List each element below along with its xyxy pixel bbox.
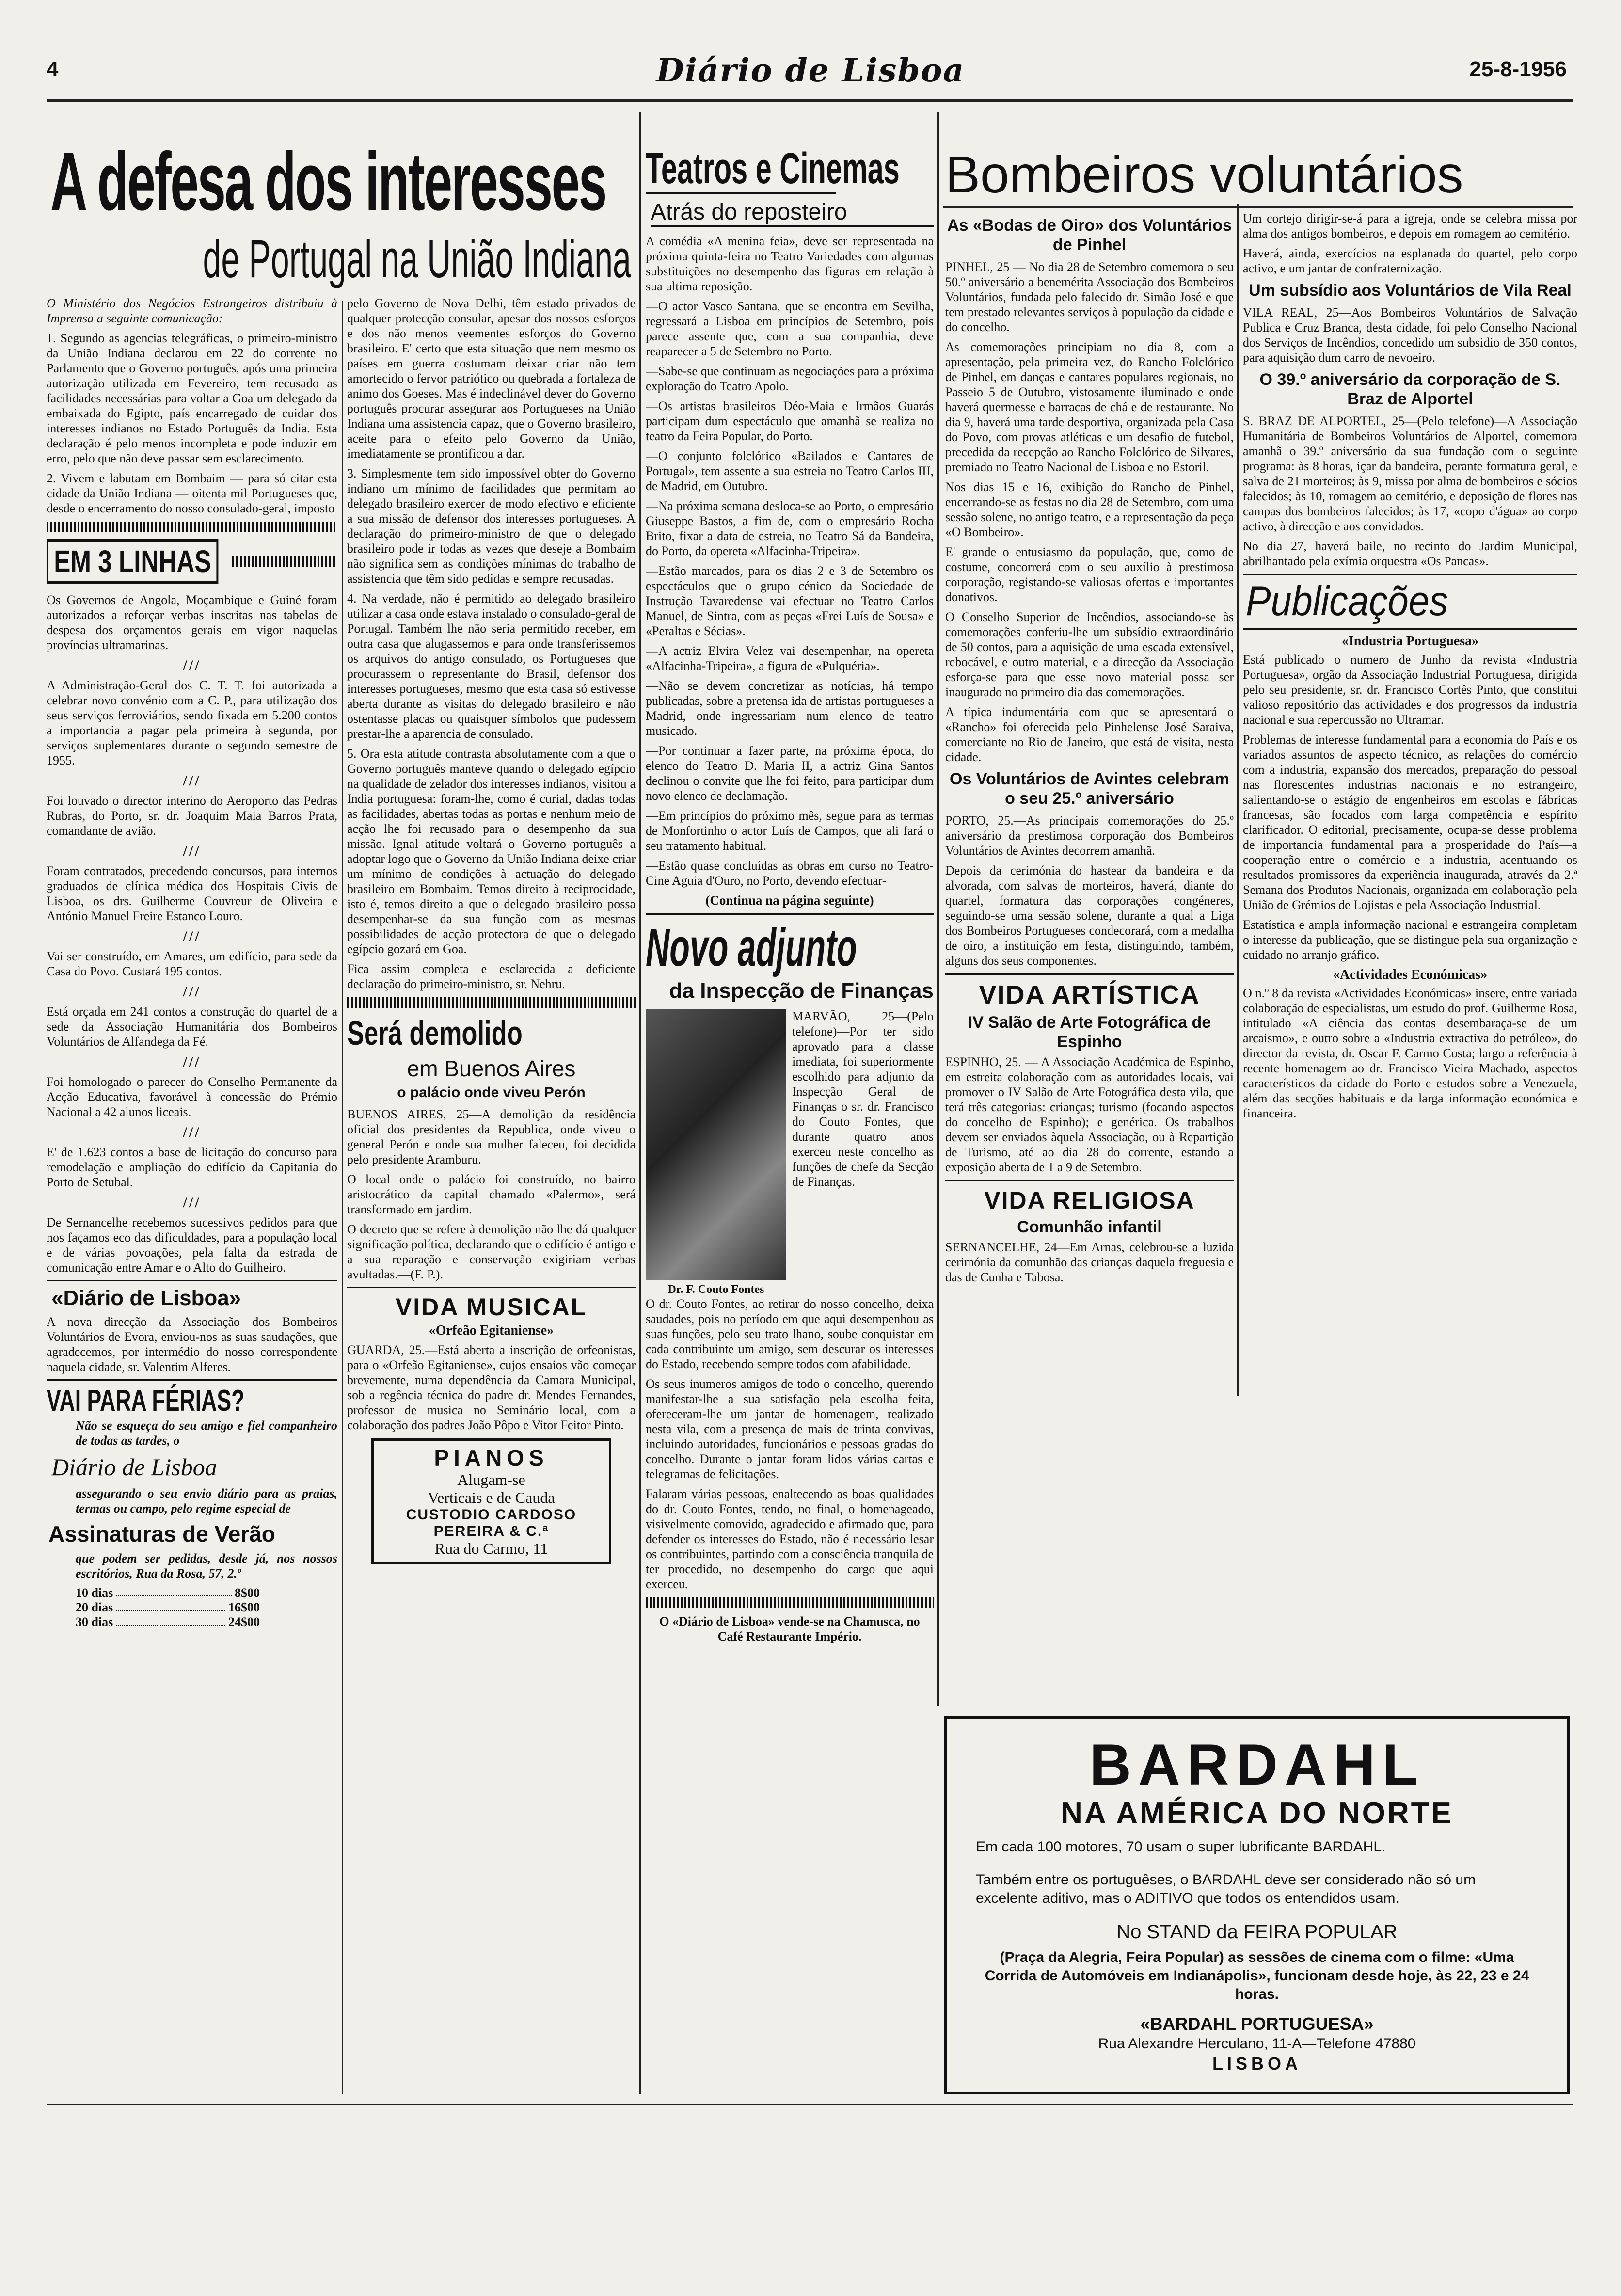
photo-caption: Dr. F. Couto Fontes: [667, 1283, 764, 1296]
column-divider: [937, 112, 939, 1706]
item-separator: ///: [183, 657, 201, 673]
ferias-paper: Diário de Lisboa: [51, 1453, 217, 1481]
article-paragraph: Estatística e ampla informação nacional e estrangeira completam o interesse da publicação, que se distingue pela sua organização e cuidado no arranjo gráfico.: [1243, 918, 1577, 962]
item-separator: ///: [183, 984, 201, 1000]
ad-line: Também entre os portuguêses, o BARDAHL deve ser considerado não só um excelente aditivo, mas o ADITIVO que todos os entendidos usam.: [976, 1872, 1476, 1906]
column-1: [47, 296, 337, 2109]
em3-heading: [47, 539, 337, 584]
avintes-title: Os Voluntários de Avintes celebram o seu 25.º aniversário: [950, 770, 1229, 808]
alportel-title: O 39.º aniversário da corporação de S. Braz de Alportel: [1259, 370, 1561, 408]
pianos-line: PEREIRA & C.ª: [433, 1523, 549, 1539]
em3-item: Os Governos de Angola, Moçambique e Guiné foram autorizados a reforçar verbas inscritas nas tabelas de despesa dos orçamentos gerais em vigor naquelas províncias ultramarinas.: [47, 593, 337, 652]
article-paragraph: —Não se devem concretizar as notícias, há tempo publicadas, sobre a pretensa ida de artistas portugueses a Madrid, onde ingressariam num elenco de teatro musicado.: [646, 679, 934, 738]
article-paragraph: Haverá, ainda, exercícios na esplanada do quartel, pelo corpo activo, e um jantar de confraternização.: [1243, 246, 1577, 275]
adjunto-title: Novo adjunto: [646, 918, 857, 977]
column-5: [1243, 211, 1577, 1704]
main-headline: A defesa dos interesses: [50, 141, 606, 228]
article-paragraph: O decreto que se refere à demolição não lhe dá qualquer significação política, declarando que o edifício é antigo e a sua reparação e conservação exigiriam verbas avultadas.—(F. P.).: [347, 1222, 636, 1281]
column-divider: [342, 301, 343, 2094]
article-paragraph: —O conjunto folclórico «Bailados e Cantares de Portugal», tem assente a sua estreia no Teatro Carlos III, de Madrid, em Outubro.: [646, 449, 934, 493]
article-paragraph: —Sabe-se que continuam as negociações para a próxima exploração do Teatro Apolo.: [646, 364, 934, 393]
item-separator: ///: [183, 1124, 201, 1140]
pianos-line: CUSTODIO CARDOSO: [406, 1507, 577, 1523]
article-paragraph: 3. Simplesmente tem sido impossível obter do Governo indiano um mínimo de facilidades que permitam ao delegado brasileiro exercer de modo efectivo e eficiente a sua missão de defensor dos interesses portugueses. A declaração do primeiro-ministro de que o delegado brasileiro pode ir todas as vezes que deseje a Bombaim não significa sem as condições mínimas do trabalho de assistencia que têm sido pedidas e sempre recusadas.: [347, 466, 636, 586]
article-paragraph: No dia 27, haverá baile, no recinto do Jardim Municipal, abrilhantado pela exímia orquestra «Os Pancas».: [1243, 539, 1577, 568]
musical-kicker: «Orfeão Egitaniense»: [429, 1323, 554, 1338]
portrait-photo: [646, 1009, 786, 1280]
em3-stripe: [232, 556, 337, 567]
article-paragraph: O dr. Couto Fontes, ao retirar do nosso concelho, deixa saudades, pois no período em que aqui desempenhou as suas funções, pelo seu trato lhano, soube conquistar em cada contribuinte um amigo, sem descurar os interesses do Estado, recebendo sempre todos com afabilidade.: [646, 1297, 934, 1371]
article-paragraph: As comemorações principiam no dia 8, com a apresentação, pela primeira vez, do Rancho Folclórico de Pinhel, em danças e cantares populares regionais, no Passeio 5 de Outubro, vistosamente iluminado e onde haverá quermesse e barracas de chá e de restaurante. No dia 9, haverá uma tarde desportiva, organizada pela Casa do Povo, com provas atléticas e um desafio de futebol, precedida da recepção ao Rancho Folclórico de Silvares, premiado no Teatro Nacional de Lisboa e no Estoril.: [945, 340, 1234, 474]
ad-headline: NA AMÉRICA DO NORTE: [1061, 1797, 1453, 1830]
article-paragraph: Um cortejo dirigir-se-á para a igreja, onde se celebra missa por alma dos antigos bombeiros, e depois em romagem ao cemitério.: [1243, 211, 1577, 240]
article-paragraph: —Estão marcados, para os dias 2 e 3 de Setembro os espectáculos que o grupo cénico da Sociedade de Instrução Tavaredense vai efectuar no Teatro Carlos Manuel, de Sintra, com as peças «Frei Luís de Sousa» e «Peraltas e Sécias».: [646, 564, 934, 638]
pianos-ad: [371, 1438, 611, 1564]
article-paragraph: MARVÃO, 25—(Pelo telefone)—Por ter sido aprovado para a classe imediata, foi superiormente escolhido para adjunto da Inspecção Geral de Finanças o sr. dr. Francisco do Couto Fontes, que durante quatro anos exerceu neste concelho as funções de chefe da Secção de Finanças.: [792, 1009, 934, 1189]
item-separator: ///: [183, 1054, 201, 1070]
main-subheadline: de Portugal na União Indiana: [203, 229, 631, 289]
em3-item: Vai ser construído, em Amares, um edifício, para sede da Casa do Povo. Custará 195 contos.: [47, 949, 337, 978]
em3-item: Foram contratados, precedendo concursos, para internos graduados de clínica médica dos Hospitais Civis de Lisboa, os drs. Guilherme Couvreur de Oliveira e António Manuel Freire Estanco Louro.: [47, 864, 337, 923]
article-paragraph: S. BRAZ DE ALPORTEL, 25—(Pelo telefone)—A Associação Humanitária de Bombeiros Voluntários de Alportel, comemora amanhã o 39.º aniversário da sua fundação com o seguinte programa: às 8 horas, içar da bandeira, perante formatura geral, e salva de 21 morteiros; às 9, missa por alma de bombeiros e sócios falecidos; às 10, romagem ao cemitério, e deposição de flores nas campas dos bombeiros falecidos; às 17, «copo d'água» ao corpo activo, à direcção e aos convidados.: [1243, 414, 1577, 533]
teatros-title: Teatros e Cinemas: [646, 145, 900, 193]
item-separator: ///: [183, 843, 201, 859]
bodas-title: As «Bodas de Oiro» dos Voluntários de Pinhel: [947, 216, 1232, 254]
article-paragraph: O Conselho Superior de Incêndios, associando-se às comemorações conferiu-lhe um subsídio extraordinário de 50 contos, para a aquisição de uma escada extensível, rebocável, e outro material, e a direcção da Associação esforça-se para que esse novo material possa ser inaugurado no primeiro dia das comemorações.: [945, 610, 1234, 699]
article-paragraph: —Os artistas brasileiros Déo-Maia e Irmãos Guarás participam dum espectáculo que amanhã se realiza no teatro da Feira Popular, do Porto.: [646, 399, 934, 443]
issue-date: 25-8-1956: [1469, 57, 1567, 81]
article-paragraph: GUARDA, 25.—Está aberta a inscrição de orfeonistas, para o «Orfeão Egitaniense», cujos ensaios vão começar brevemente, numa dependência da Camara Municipal, sob a regência técnica do padre dr. Mendes Fernandes, professor de musica no Seminário local, com a colaboração dos padres João Pôpo e Vitor Feitor Pinto.: [347, 1343, 636, 1432]
article-paragraph: BUENOS AIRES, 25—A demolição da residência oficial dos presidentes da Republica, onde viveu o general Perón e onde sua mulher faleceu, foi decidida pelo presidente Aramburu.: [347, 1107, 636, 1166]
column-divider: [1237, 204, 1239, 1396]
footer-note: O «Diário de Lisboa» vende-se na Chamusca, no Café Restaurante Império.: [659, 1614, 920, 1643]
ad-line: No STAND da FEIRA POPULAR: [1116, 1921, 1398, 1943]
article-paragraph: A típica indumentária com que se apresentará o «Rancho» foi oferecida pelo Pinhelense José Saraiva, comerciante no Rio de Janeiro, que está de visita, nesta cidade.: [945, 705, 1234, 764]
article-paragraph: —Estão quase concluídas as obras em curso no Teatro-Cine Aguia d'Ouro, no Porto, devendo efectuar-: [646, 859, 934, 888]
ad-line: Rua Alexandre Herculano, 11-A—Telefone 47880: [1098, 2036, 1416, 2052]
comunhao-title: Comunhão infantil: [1017, 1218, 1162, 1236]
em3-item: Está orçada em 241 contos a construção do quartel de a sede da Associação Humanitária dos Bombeiros Voluntários de Alfandega da Fé.: [47, 1004, 337, 1049]
article-intro: O Ministério dos Negócios Estrangeiros distribuiu à Imprensa a seguinte comunicação:: [47, 296, 337, 325]
subsidio-title: Um subsídio aos Voluntários de Vila Real: [1249, 281, 1572, 300]
item-separator: ///: [183, 928, 201, 944]
photo-block: [646, 1009, 786, 1296]
pub-actividades-title: «Actividades Económicas»: [1333, 967, 1488, 982]
article-paragraph: ESPINHO, 25. — A Associação Académica de Espinho, em estreita colaboração com as autoridades locais, vai promover o IV Salão de Arte Fotográfica desta vila, que terá três categorias: crianças; turismo (focando aspectos do concelho de Espinho); e genérica. Os trabalhos devem ser enviados àquela Associação, ou à Repartição de Turismo, até ao dia 28 do corrente, estando a exposição aberta de 1 a 9 de Setembro.: [945, 1055, 1234, 1174]
article-paragraph: 5. Ora esta atitude contrasta absolutamente com a que o Governo português manteve quando o delegado egípcio na qualidade de zelador dos interesses indianos, visitou a India portuguesa: foram-lhe, como é curial, dadas todas as facilidades, abertas todas as portas e nenhum meio de acção lhe foi recusado para o desempenho da sua missão. Ignal atitude voltará o Governo português a adoptar logo que o Governo da União Indiana deixe criar um mínimo de condições à actuação do delegado brasileiro em Bombaim. Temos direito à reciprocidade, isto é, temos direito a que o delegado brasileiro possa desempenhar-se da sua função com as mesmas possibilidades de acção protectora de que o delegado egípcio gozará em Goa.: [347, 747, 636, 956]
em3-item: A Administração-Geral dos C. T. T. foi autorizada a celebrar novo convénio com a C. P., para utilização dos seus serviços ferroviários, sendo fixada em 5.200 contos a importancia a pagar pela primeira à segunda, por serviços suplementares durante o segundo semestre de 1955.: [47, 678, 337, 767]
dl-text: A nova direcção da Associação dos Bombeiros Voluntários de Evora, enviou-nos as suas saudações, que agradecemos, por intermédio do nosso correspondente naquela cidade, sr. Valentim Alferes.: [47, 1315, 337, 1374]
ad-line: (Praça da Alegria, Feira Popular) as sessões de cinema com o filme: «Uma Corrida de Automóveis em Indianápolis», funcionam desde hoje, às 22, 23 e 24 horas.: [985, 1949, 1529, 2002]
em3-item: De Sernancelhe recebemos sucessivos pedidos para que nos façamos eco das dificuldades, para a população local e de várias povoações, pela falta da estrada de comunicação entre Amar e o Alto do Guilheiro.: [47, 1215, 337, 1275]
article-paragraph: Está publicado o numero de Junho da revista «Industria Portuguesa», orgão da Associação Industrial Portuguesa, dirigida pelo seu presidente, sr. dr. Francisco Cortês Pinto, que constitui valioso repositório das actividades e dos progressos da industria nacional e sua repercussão no Ultramar.: [1243, 653, 1577, 727]
section-rule: [943, 206, 1573, 208]
divider-stripe: [646, 1597, 934, 1608]
em3-title: EM 3 LINHAS: [47, 539, 219, 584]
pub-industria-title: «Industria Portuguesa»: [1341, 634, 1479, 649]
demolido-kicker: o palácio onde viveu Perón: [397, 1084, 586, 1100]
pianos-line: Rua do Carmo, 11: [434, 1540, 548, 1557]
article-paragraph: E' grande o entusiasmo da população, que, como de costume, concorrerá com o seu auxílio à prestimosa corporação, registando-se valiosas ofertas e importantes donativos.: [945, 545, 1234, 604]
musical-title: VIDA MUSICAL: [395, 1293, 588, 1321]
article-paragraph: O local onde o palácio foi construído, no bairro aristocrático da capital chamado «Palermo», será transformado em jardim.: [347, 1172, 636, 1216]
column-divider: [639, 112, 641, 2094]
article-paragraph: SERNANCELHE, 24—Em Arnas, celebrou-se a luzida cerimónia da comunhão das crianças daquela freguesia e das de Cunha e Tabosa.: [945, 1240, 1234, 1284]
em3-item: Foi homologado o parecer do Conselho Permanente da Acção Educativa, favorável à concessão do Prémio Nacional a 42 alunos liceais.: [47, 1075, 337, 1119]
bombeiros-title: Bombeiros voluntários: [945, 145, 1463, 204]
ferias-line: que podem ser pedidas, desde já, nos nossos escritórios, Rua da Rosa, 57, 2.º: [76, 1551, 337, 1580]
article-paragraph: 1. Segundo as agencias telegráficas, o primeiro-ministro da União Indiana declarou em 22 do corrente no Parlamento que o Governo português, após uma primeira autorização utilizada em Fevereiro, tem recusado as facilidades necessárias para voltar a Goa um delegado da embaixada do Egipto, país encarregado de cuidar dos interesses indianos no Estado Português da India. Esta declaração é pelo menos incompleta e pode induzir em erro, pelo que não deve passar sem esclarecimento.: [47, 331, 337, 465]
header-rule: [47, 99, 1573, 102]
article-paragraph: A comédia «A menina feia», deve ser representada na próxima quinta-feira no Teatro Variedades com algumas substituições no desempenho das figuras em relação à sua ultima reposição.: [646, 234, 934, 293]
price-row: 30 dias 24$00: [76, 1615, 260, 1629]
article-paragraph: 4. Na verdade, não é permitido ao delegado brasileiro utilizar a casa onde estava instalado o consulado-geral de Portugal. Também lhe não seria permitido receber, em outra casa que alugassemos e para onde transferissemos os arquivos do antigo consulado, os Portugueses que procurassem o representante do Brasil, defensor dos interesses portugueses, mesmo que esta casa só estivesse aberta durante as visitas do delegado brasileiro e não ostentasse placas ou quaisquer símbolos que pudessem prestar-lhe a aparencia de consulado.: [347, 591, 636, 741]
item-separator: ///: [183, 773, 201, 789]
ad-line: LISBOA: [1212, 2054, 1302, 2073]
ad-line: Em cada 100 motores, 70 usam o super lubrificante BARDAHL.: [976, 1839, 1386, 1855]
article-paragraph: O n.º 8 da revista «Actividades Económicas» insere, entre variada colaboração de especialistas, um estudo do prof. Guilherme Rosa, intitulado «A ciência das contas desembaraça-se de um arcaismo», e outro sobre a «Industria extractiva do petróleo», do director da revista, dr. Oscar F. Carmo Costa; largo a referência à recente homenagem ao dr. Francisco Vieira Machado, aspectos característicos da cidade do Porto e estudos sobre a Venezuela, além das secções habituais e da larga informação económica e financeira.: [1243, 986, 1577, 1120]
pianos-line: Alugam-se: [457, 1471, 525, 1488]
em3-item: E' de 1.623 contos a base de licitação do concurso para remodelação e ampliação do edifício da Capitania do Porto de Setubal.: [47, 1145, 337, 1189]
vida-artistica-title: VIDA ARTÍSTICA: [979, 980, 1200, 1009]
masthead: Diário de Lisboa: [656, 51, 965, 89]
demolido-sub: em Buenos Aires: [407, 1056, 576, 1081]
column-3: [646, 145, 934, 2094]
ferias-prices: [76, 1586, 260, 1629]
article-paragraph: —O actor Vasco Santana, que se encontra em Sevilha, regressará a Lisboa em princípios de Setembro, pois parece assente que, com a sua companhia, deve reaparecer a 5 de Setembro no Porto.: [646, 299, 934, 358]
article-paragraph: Depois da cerimónia do hastear da bandeira e da alvorada, com salvas de morteiros, haverá, diante do quartel, formatura das corporações congéneres, seguindo-se uma sessão solene, durante a qual a Liga dos Bombeiros Portugueses condecorará, com a medalha de oiro, a instituição em festa, distinguindo, também, alguns dos seus componentes.: [945, 863, 1234, 968]
article-paragraph: Os seus inumeros amigos de todo o concelho, querendo manifestar-lhe a sua satisfação pela escolha feita, ofereceram-lhe um jantar de homenagem, realizado nesta vila, com a presença de mais de trinta convivas, incluindo autoridades, funcionários e pessoas gradas do concelho. Durante o jantar foram lidos várias cartas e telegramas de felicitações.: [646, 1377, 934, 1481]
pianos-title: PIANOS: [434, 1445, 549, 1470]
ad-line: «BARDAHL PORTUGUESA»: [1140, 2014, 1374, 2034]
adjunto-body: [646, 1009, 934, 1296]
divider-stripe: [47, 522, 337, 532]
article-paragraph: PINHEL, 25 — No dia 28 de Setembro comemora o seu 50.º aniversário a benemérita Associação dos Bombeiros Voluntários, fundada pelo falecido dr. Simão José e que tem prestado relevantes serviços à população da cidade e do concelho.: [945, 260, 1234, 334]
column-4: [945, 211, 1234, 1704]
article-paragraph: —A actriz Elvira Velez vai desempenhar, na opereta «Alfacinha-Tripeira», a figura de «Pulquéria».: [646, 644, 934, 673]
salao-title: IV Salão de Arte Fotográfica de Espinho: [968, 1013, 1211, 1051]
article-paragraph: PORTO, 25.—As principais comemorações do 25.º aniversário da prestimosa corporação dos Bombeiros Voluntários de Avintes decorrem amanhã.: [945, 813, 1234, 858]
article-paragraph: Falaram várias pessoas, enaltecendo as boas qualidades do dr. Couto Fontes, tendo, no final, o homenageado, visivelmente comovido, agradecido e afirmado que, para defender os interesses do Estado, não é necessário lesar os contribuintes, partindo com a consciência tranquila de ter procedido, no desempenho do cargo que aqui exerceu.: [646, 1487, 934, 1591]
main-headline-block: [47, 141, 633, 301]
article-paragraph: Problemas de interesse fundamental para a economia do País e os variados assuntos de aspecto técnico, as relações do comércio com a industria, expansão dos mercados, preparação do pessoal nas florescentes industrias nacionais e no estrangeiro, salientando-se o estágio de engenheiros em escolas e fábricas francesas, são focados com larga competência e espírito clarificador. O editorial, precisamente, ocupa-se desse problema de importancia fundamental para a prosperidade do País—a cooperação entre o comércio e a industria, acentuando os resultados promissores da experiência inaugurada, através da 2.ª Semana dos Produtos Nacionais, organizada em colaboração pela União de Grémios de Lojistas e pela Associação Industrial.: [1243, 733, 1577, 912]
teatros-subtitle: Atrás do reposteiro: [651, 199, 934, 227]
page-number: 4: [47, 57, 59, 81]
column-2: [347, 296, 636, 2109]
bardahl-ad: [944, 1716, 1570, 2094]
article-paragraph: Nos dias 15 e 16, exibição do Rancho de Pinhel, encerrando-se as festas no dia 28 de Setembro, com uma sessão solene, no antigo teatro, e a representação da peça «O Bombeiro».: [945, 480, 1234, 539]
article-paragraph: VILA REAL, 25—Aos Bombeiros Voluntários de Salvação Publica e Cruz Branca, desta cidade, foi pelo Conselho Nacional dos Serviços de Incêndios, concedido um subsidio de 350 contos, para aquisição dum carro de nevoeiro.: [1243, 305, 1577, 365]
article-paragraph: —Por continuar a fazer parte, na próxima época, do elenco do Teatro D. Maria II, a actriz Gina Santos declinou o convite que lhe foi feito, para participar dum novo elenco de declamação.: [646, 744, 934, 803]
price-row: 10 dias 8$00: [76, 1586, 260, 1600]
adjunto-sub: da Inspecção de Finanças: [669, 979, 934, 1003]
em3-item: Foi louvado o director interino do Aeroporto das Pedras Rubras, do Porto, sr. dr. Joaquim Maia Barros Prata, comandante de avião.: [47, 794, 337, 838]
article-paragraph: pelo Governo de Nova Delhi, têm estado privados de qualquer protecção consular, apesar dos nossos esforços e dos não menos veementes esforços do Governo brasileiro. E' certo que esta situação que nem mesmo os países em guerra costumam deixar criar não tem amortecido o fervor patriótico ou quebrada a fortaleza de animo dos Goeses. Mas é indeclinável dever do Governo português procurar assegurar aos Portugueses na União Indiana uma assistencia capaz, que o Governo brasileiro, aceite para o efeito pelo Governo da União, imediatamente se prontificou a dar.: [347, 296, 636, 461]
continua-link[interactable]: (Continua na página seguinte): [705, 893, 874, 908]
ad-brand: BARDAHL: [1089, 1732, 1425, 1797]
ferias-line: Não se esqueça do seu amigo e fiel companheiro de todas as tardes, o: [76, 1419, 337, 1448]
article-paragraph: —Em princípios do próximo mês, segue para as termas de Monfortinho o actor Luís de Campos, que ali fará o seu tratamento habitual.: [646, 809, 934, 853]
adjunto-text: [792, 1009, 934, 1296]
demolido-title: Será demolido: [347, 1014, 523, 1052]
pub-title: Publicações: [1246, 578, 1448, 624]
divider-stripe: [347, 997, 636, 1008]
item-separator: ///: [183, 1195, 201, 1211]
vida-religiosa-title: VIDA RELIGIOSA: [984, 1187, 1195, 1214]
dl-title: «Diário de Lisboa»: [51, 1286, 241, 1310]
article-paragraph: Fica assim completa e esclarecida a deficiente declaração do primeiro-ministro, sr. Nehru.: [347, 962, 636, 991]
article-paragraph: —Na próxima semana desloca-se ao Porto, o empresário Giuseppe Bastos, a fim de, com o empresário Rocha Brito, fixar a data de estreia, no Teatro Sá da Bandeira, do Porto, da opereta «Alfacinha-Tripeira».: [646, 499, 934, 558]
pianos-line: Verticais e de Cauda: [428, 1489, 555, 1506]
ferias-title: VAI PARA FÉRIAS?: [47, 1384, 245, 1418]
footer-rule: [47, 2104, 1573, 2105]
ferias-subs: Assinaturas de Verão: [48, 1521, 275, 1547]
article-paragraph: 2. Vivem e labutam em Bombaim — para só citar esta cidade da União Indiana — oitenta mil Portugueses que, desde o encerramento do nosso consulado-geral, imposto: [47, 471, 337, 515]
ferias-line: assegurando o seu envio diário para as praias, termas ou campo, pelo regime especial de: [76, 1486, 337, 1515]
price-row: 20 dias 16$00: [76, 1600, 260, 1614]
